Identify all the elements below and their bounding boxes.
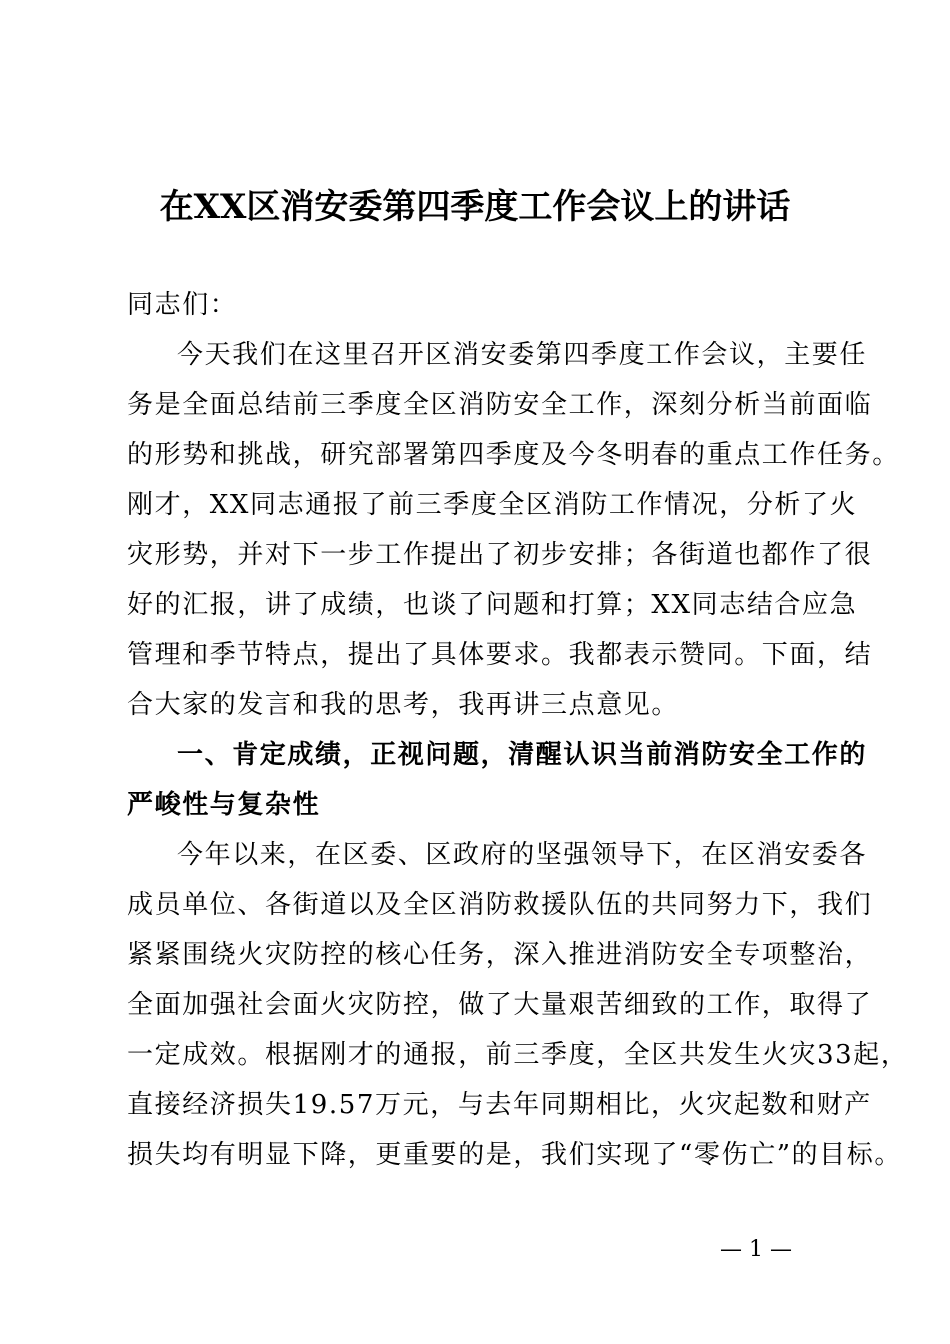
text-line: 的形势和挑战，研究部署第四季度及今冬明春的重点工作任务。: [127, 440, 900, 470]
text-line: 灾形势，并对下一步工作提出了初步安排；各街道也都作了很: [127, 540, 873, 570]
text-line: 合大家的发言和我的思考，我再讲三点意见。: [127, 690, 680, 720]
text-line: 成员单位、各街道以及全区消防救援队伍的共同努力下，我们: [127, 890, 873, 920]
text-line: 好的汇报，讲了成绩，也谈了问题和打算；XX同志结合应急: [127, 590, 858, 620]
text-line: 直接经济损失19.57万元，与去年同期相比，火灾起数和财产: [127, 1090, 872, 1120]
text-line: 刚才，XX同志通报了前三季度全区消防工作情况，分析了火: [127, 490, 858, 520]
document-title: 在XX区消安委第四季度工作会议上的讲话: [159, 187, 791, 227]
text-line: 务是全面总结前三季度全区消防安全工作，深刻分析当前面临: [127, 390, 873, 420]
heading-line: 一、肯定成绩，正视问题，清醒认识当前消防安全工作的: [177, 740, 868, 770]
text-line: 全面加强社会面火灾防控，做了大量艰苦细致的工作，取得了: [127, 990, 873, 1020]
salutation: 同志们：: [127, 290, 238, 320]
text-line: 一定成效。根据刚才的通报，前三季度，全区共发生火灾33起，: [127, 1040, 909, 1070]
text-line: 今天我们在这里召开区消安委第四季度工作会议，主要任: [177, 340, 868, 370]
text-line: 损失均有明显下降，更重要的是，我们实现了“零伤亡”的目标。: [127, 1140, 902, 1170]
text-line: 紧紧围绕火灾防控的核心任务，深入推进消防安全专项整治，: [127, 940, 873, 970]
page-number: — 1 —: [720, 1237, 792, 1262]
heading-line: 严峻性与复杂性: [127, 790, 321, 820]
text-line: 今年以来，在区委、区政府的坚强领导下，在区消安委各: [177, 840, 868, 870]
text-line: 管理和季节特点，提出了具体要求。我都表示赞同。下面，结: [127, 640, 873, 670]
